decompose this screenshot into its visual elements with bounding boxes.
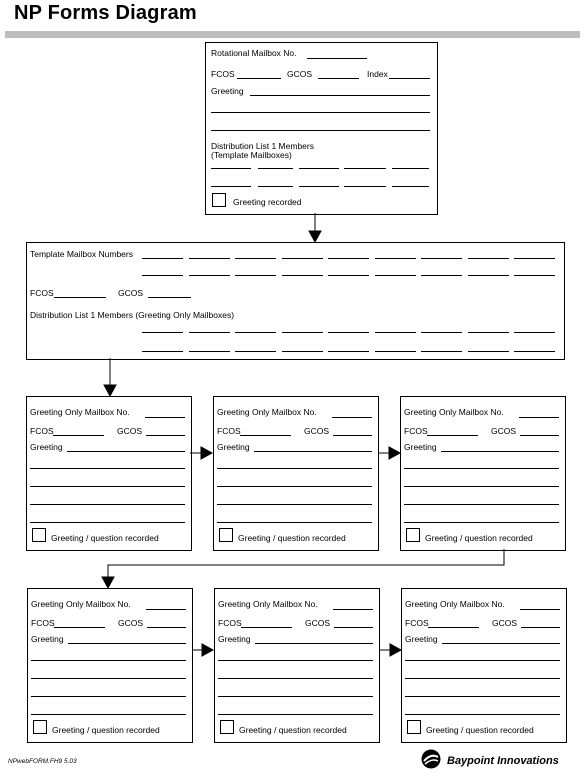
greeting-question-label: Greeting / question recorded [51,533,159,543]
greeting-gcos-label: GCOS [491,426,517,436]
greeting-text-label: Greeting [218,634,251,644]
footer-brand: Baypoint Innovations [447,755,559,767]
footer-file-id: NPwebFORM.FH9 5.03 [8,758,77,765]
greeting-mailbox-label: Greeting Only Mailbox No. [218,599,318,609]
flow-arrowhead [202,644,213,656]
greeting-mailbox-label: Greeting Only Mailbox No. [217,407,317,417]
greeting-text-label: Greeting [405,634,438,644]
fcos-label: FCOS [211,69,235,79]
baypoint-logo-icon [421,749,441,769]
greeting-gcos-label: GCOS [492,618,518,628]
flow-arrowhead [102,577,114,588]
flow-connector [108,549,504,578]
greeting-mailbox-label: Greeting Only Mailbox No. [30,407,130,417]
greeting-fcos-label: FCOS [217,426,241,436]
template-fcos-label: FCOS [30,288,54,298]
greeting-fcos-label: FCOS [218,618,242,628]
greeting-gcos-label: GCOS [305,618,331,628]
template-numbers-label: Template Mailbox Numbers [30,249,133,259]
gcos-label: GCOS [287,69,313,79]
greeting-text-label: Greeting [404,442,437,452]
greeting-question-label: Greeting / question recorded [426,725,534,735]
rotational-mailbox-label: Rotational Mailbox No. [211,48,297,58]
greeting-fcos-label: FCOS [30,426,54,436]
greeting-mailbox-label: Greeting Only Mailbox No. [405,599,505,609]
flow-arrowhead [201,447,212,459]
greeting-text-label: Greeting [217,442,250,452]
greeting-fcos-label: FCOS [404,426,428,436]
greeting-question-label: Greeting / question recorded [425,533,533,543]
greeting-question-label: Greeting / question recorded [52,725,160,735]
greeting-question-label: Greeting / question recorded [239,725,347,735]
greeting-recorded-label: Greeting recorded [233,197,302,207]
dist-list-sublabel: (Template Mailboxes) [211,150,292,160]
index-label: Index [367,69,388,79]
greeting-gcos-label: GCOS [304,426,330,436]
greeting-label: Greeting [211,86,244,96]
greeting-fcos-label: FCOS [31,618,55,628]
dist-list-label: Distribution List 1 Members [211,141,314,151]
template-dist-list-label: Distribution List 1 Members (Greeting Only Mailboxes) [30,310,235,320]
flow-arrowhead [309,231,321,242]
page-title: NP Forms Diagram [14,2,197,24]
greeting-mailbox-label: Greeting Only Mailbox No. [31,599,131,609]
greeting-fcos-label: FCOS [405,618,429,628]
greeting-text-label: Greeting [30,442,63,452]
flow-arrowhead [104,385,116,396]
greeting-gcos-label: GCOS [117,426,143,436]
greeting-question-label: Greeting / question recorded [238,533,346,543]
flow-arrowhead [390,644,401,656]
greeting-gcos-label: GCOS [118,618,144,628]
greeting-mailbox-label: Greeting Only Mailbox No. [404,407,504,417]
greeting-text-label: Greeting [31,634,64,644]
template-gcos-label: GCOS [118,288,144,298]
flow-arrowhead [389,447,400,459]
